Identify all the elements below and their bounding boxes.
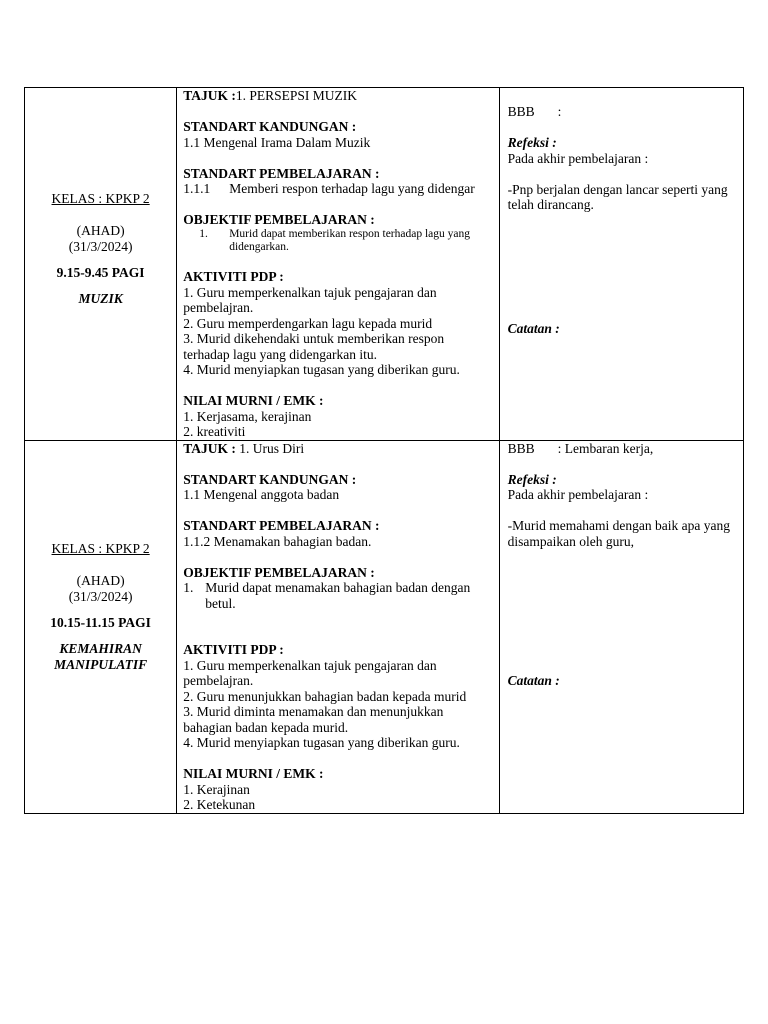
class-info-cell — [25, 440, 177, 813]
values-item: 2. Ketekunan — [183, 797, 256, 812]
materials-label: BBB — [507, 104, 535, 119]
materials-value: : Lembaran kerja, — [557, 440, 654, 456]
content-standard-label: STANDART KANDUNGAN : — [183, 471, 357, 487]
subject-label: MUZIK — [78, 290, 123, 306]
subject-label: MANIPULATIF — [54, 656, 148, 672]
activity-item: 2. Guru memperdengarkan lagu kepada murid — [183, 315, 433, 331]
activity-item: 3. Murid dikehendaki untuk memberikan respon terhadap lagu yang didengarkan itu. — [183, 331, 445, 362]
reflection-text: -Pnp berjalan dengan lancar seperti yang telah dirancang. — [507, 181, 728, 212]
reflection-text: -Murid memahami dengan baik apa yang disampaikan oleh guru, — [507, 518, 730, 549]
list-item — [183, 580, 492, 611]
content-standard-value: 1.1 Mengenal anggota badan — [183, 487, 340, 502]
values-item: 1. Kerajinan — [183, 781, 250, 797]
day-label: (AHAD) — [76, 572, 125, 588]
activity-item: 1. Guru memperkenalkan tajuk pengajaran dan pembelajran. — [183, 284, 437, 315]
learning-standard-number: 1.1.1 — [183, 181, 211, 196]
learning-standard-value: Memberi respon terhadap lagu yang didengar — [229, 181, 475, 196]
learning-standard-label: STANDART PEMBELAJARAN : — [183, 165, 380, 181]
lesson-content-cell — [177, 88, 499, 441]
activity-label: AKTIVITI PDP : — [183, 642, 284, 657]
values-item: 2. kreativiti — [183, 424, 246, 439]
materials-line — [508, 104, 735, 120]
reflection-intro: Pada akhir pembelajaran : — [507, 150, 649, 166]
lesson-plan-table — [24, 87, 744, 814]
lesson-content-cell — [177, 440, 499, 813]
values-item: 1. Kerjasama, kerajinan — [183, 408, 312, 424]
time-label: 10.15-11.15 PAGI — [50, 614, 151, 630]
values-label: NILAI MURNI / EMK : — [183, 766, 324, 781]
topic-label: TAJUK : — [183, 88, 236, 103]
objective-number: 1. — [199, 227, 208, 240]
date-label: (31/3/2024) — [68, 238, 133, 254]
objective-number: 1. — [183, 580, 194, 595]
materials-value: : — [557, 104, 562, 119]
subject-label: KEMAHIRAN — [59, 640, 142, 656]
objective-text: Murid dapat memberikan respon terhadap lagu yang didengarkan. — [229, 227, 470, 253]
objective-label: OBJEKTIF PEMBELAJARAN : — [183, 212, 375, 227]
materials-label: BBB — [507, 440, 535, 456]
topic-value: 1. PERSEPSI MUZIK — [235, 88, 357, 103]
learning-standard-label: STANDART PEMBELAJARAN : — [183, 518, 380, 533]
objective-text: Murid dapat menamakan bahagian badan dengan betul. — [205, 580, 471, 611]
lesson-row — [25, 440, 744, 813]
activity-item: 2. Guru menunjukkan bahagian badan kepada murid — [183, 688, 467, 704]
values-label: NILAI MURNI / EMK : — [183, 393, 324, 408]
reflection-intro: Pada akhir pembelajaran : — [507, 487, 649, 502]
time-label: 9.15-9.45 PAGI — [56, 264, 145, 280]
class-info-cell — [25, 88, 177, 441]
reflection-cell — [499, 440, 743, 813]
reflection-cell — [499, 88, 743, 441]
lesson-row — [25, 88, 744, 441]
notes-label: Catatan : — [507, 673, 560, 688]
objective-label: OBJEKTIF PEMBELAJARAN : — [183, 564, 375, 580]
learning-standard-value: 1.1.2 Menamakan bahagian badan. — [183, 533, 372, 549]
activity-item: 4. Murid menyiapkan tugasan yang diberikan guru. — [183, 362, 460, 377]
topic-line — [183, 88, 492, 104]
reflection-label: Refeksi : — [507, 135, 557, 150]
objective-list — [183, 228, 492, 254]
topic-value: 1. Urus Diri — [235, 440, 305, 456]
objective-list — [183, 580, 492, 611]
content-standard-label: STANDART KANDUNGAN : — [183, 119, 357, 134]
date-label: (31/3/2024) — [68, 588, 133, 604]
class-label: KELAS : KPKP 2 — [51, 540, 150, 556]
activity-item: 4. Murid menyiapkan tugasan yang diberikan guru. — [183, 735, 460, 750]
list-item — [183, 228, 492, 254]
day-label: (AHAD) — [76, 222, 125, 238]
activity-item: 1. Guru memperkenalkan tajuk pengajaran dan pembelajran. — [183, 657, 437, 688]
notes-label: Catatan : — [507, 320, 560, 336]
materials-line — [508, 441, 735, 457]
topic-line — [183, 441, 492, 457]
topic-label: TAJUK : — [183, 440, 236, 456]
activity-item: 3. Murid diminta menamakan dan menunjukkan bahagian badan kepada murid. — [183, 704, 444, 735]
class-label: KELAS : KPKP 2 — [51, 190, 150, 206]
content-standard-value: 1.1 Mengenal Irama Dalam Muzik — [183, 134, 371, 150]
learning-standard-line — [183, 181, 492, 197]
reflection-label: Refeksi : — [507, 471, 557, 487]
activity-label: AKTIVITI PDP : — [183, 269, 284, 284]
